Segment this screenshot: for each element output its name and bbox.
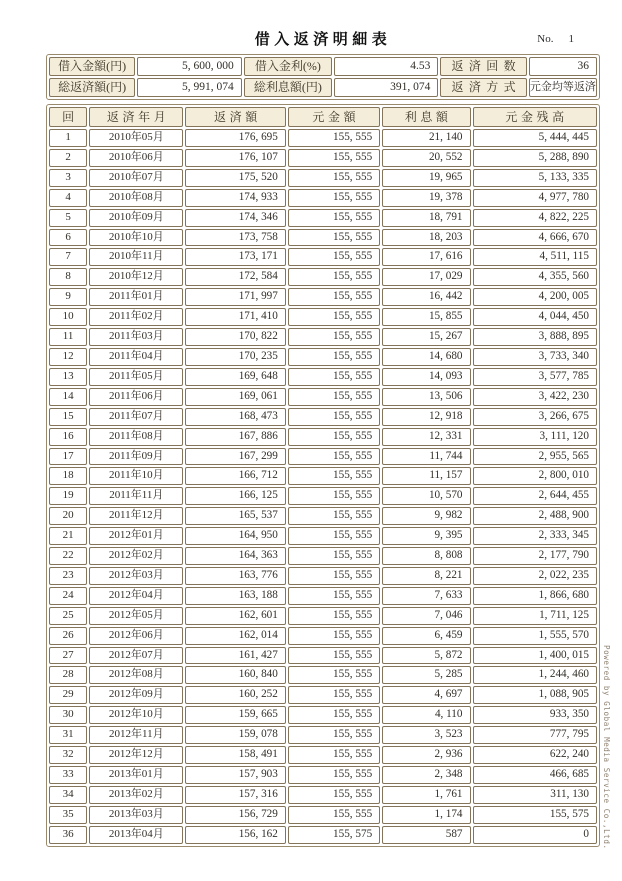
cell-interest: 1, 174 [382, 806, 470, 824]
cell-installment-no: 22 [49, 547, 87, 565]
cell-principal: 155, 555 [288, 567, 380, 585]
table-row [49, 448, 597, 466]
cell-payment-amount: 169, 061 [185, 388, 285, 406]
table-row [49, 248, 597, 266]
cell-installment-no: 33 [49, 766, 87, 784]
cell-principal-balance: 2, 955, 565 [473, 448, 598, 466]
cell-installment-no: 26 [49, 627, 87, 645]
cell-installment-no: 5 [49, 209, 87, 227]
column-header-payment-date: 返済年月 [89, 107, 183, 127]
cell-principal: 155, 555 [288, 428, 380, 446]
cell-payment-amount: 156, 162 [185, 826, 285, 844]
cell-principal-balance: 1, 555, 570 [473, 627, 598, 645]
cell-installment-no: 10 [49, 308, 87, 326]
cell-interest: 19, 965 [382, 169, 470, 187]
table-row [49, 507, 597, 525]
cell-principal: 155, 555 [288, 129, 380, 147]
page-number-label: No. [537, 33, 554, 45]
cell-principal: 155, 555 [288, 647, 380, 665]
cell-installment-no: 14 [49, 388, 87, 406]
document-body [46, 28, 600, 847]
column-header-principal-balance: 元金残高 [473, 107, 598, 127]
cell-installment-no: 21 [49, 527, 87, 545]
cell-payment-date: 2011年05月 [89, 368, 183, 386]
table-row [49, 129, 597, 147]
cell-installment-no: 19 [49, 487, 87, 505]
cell-interest: 9, 395 [382, 527, 470, 545]
total-repayment-value: 5, 991, 074 [137, 78, 241, 97]
cell-principal: 155, 555 [288, 388, 380, 406]
cell-payment-date: 2011年09月 [89, 448, 183, 466]
cell-interest: 5, 872 [382, 647, 470, 665]
cell-principal: 155, 555 [288, 467, 380, 485]
cell-principal: 155, 555 [288, 268, 380, 286]
cell-principal: 155, 555 [288, 189, 380, 207]
cell-interest: 587 [382, 826, 470, 844]
cell-principal-balance: 622, 240 [473, 746, 598, 764]
cell-interest: 1, 761 [382, 786, 470, 804]
cell-payment-amount: 156, 729 [185, 806, 285, 824]
cell-installment-no: 29 [49, 686, 87, 704]
cell-principal-balance: 933, 350 [473, 706, 598, 724]
cell-principal-balance: 0 [473, 826, 598, 844]
interest-rate-label: 借入金利(%) [244, 57, 332, 76]
cell-interest: 11, 744 [382, 448, 470, 466]
cell-payment-date: 2012年07月 [89, 647, 183, 665]
installment-count-value: 36 [529, 57, 597, 76]
cell-principal-balance: 2, 333, 345 [473, 527, 598, 545]
loan-amount-value: 5, 600, 000 [137, 57, 241, 76]
cell-installment-no: 27 [49, 647, 87, 665]
footer-credit: Powered by Global Media Service Co.,Ltd. [602, 645, 611, 850]
cell-installment-no: 4 [49, 189, 87, 207]
cell-installment-no: 32 [49, 746, 87, 764]
cell-payment-amount: 176, 107 [185, 149, 285, 167]
cell-principal-balance: 3, 422, 230 [473, 388, 598, 406]
cell-principal-balance: 311, 130 [473, 786, 598, 804]
table-row [49, 308, 597, 326]
cell-payment-amount: 162, 601 [185, 607, 285, 625]
cell-payment-date: 2010年12月 [89, 268, 183, 286]
cell-principal-balance: 777, 795 [473, 726, 598, 744]
cell-installment-no: 20 [49, 507, 87, 525]
cell-interest: 19, 378 [382, 189, 470, 207]
cell-payment-date: 2010年10月 [89, 229, 183, 247]
cell-interest: 18, 791 [382, 209, 470, 227]
cell-installment-no: 9 [49, 288, 87, 306]
table-row [49, 826, 597, 844]
repayment-method-label: 返済方式 [440, 78, 526, 97]
cell-principal: 155, 555 [288, 328, 380, 346]
table-row [49, 368, 597, 386]
cell-payment-amount: 170, 235 [185, 348, 285, 366]
summary-row [49, 78, 597, 97]
cell-payment-amount: 169, 648 [185, 368, 285, 386]
cell-interest: 7, 633 [382, 587, 470, 605]
table-row [49, 268, 597, 286]
cell-principal-balance: 1, 711, 125 [473, 607, 598, 625]
cell-interest: 17, 616 [382, 248, 470, 266]
table-row [49, 388, 597, 406]
cell-payment-amount: 171, 997 [185, 288, 285, 306]
installment-count-label: 返済回数 [440, 57, 526, 76]
cell-payment-date: 2012年11月 [89, 726, 183, 744]
cell-principal: 155, 575 [288, 826, 380, 844]
cell-payment-amount: 174, 933 [185, 189, 285, 207]
cell-installment-no: 17 [49, 448, 87, 466]
cell-interest: 2, 936 [382, 746, 470, 764]
cell-payment-date: 2010年11月 [89, 248, 183, 266]
cell-principal: 155, 555 [288, 726, 380, 744]
loan-amount-label: 借入金額(円) [49, 57, 135, 76]
cell-principal-balance: 4, 666, 670 [473, 229, 598, 247]
cell-principal-balance: 1, 866, 680 [473, 587, 598, 605]
cell-principal-balance: 2, 644, 455 [473, 487, 598, 505]
column-header-principal: 元金額 [288, 107, 380, 127]
cell-principal-balance: 1, 400, 015 [473, 647, 598, 665]
table-row [49, 189, 597, 207]
cell-principal: 155, 555 [288, 786, 380, 804]
table-row [49, 428, 597, 446]
column-header-installment-no: 回 [49, 107, 87, 127]
cell-interest: 6, 459 [382, 627, 470, 645]
cell-payment-date: 2012年09月 [89, 686, 183, 704]
total-interest-label: 総利息額(円) [244, 78, 332, 97]
cell-payment-date: 2011年03月 [89, 328, 183, 346]
cell-interest: 7, 046 [382, 607, 470, 625]
cell-principal: 155, 555 [288, 169, 380, 187]
table-row [49, 567, 597, 585]
cell-installment-no: 35 [49, 806, 87, 824]
page-number-value: 1 [568, 33, 574, 45]
cell-payment-amount: 157, 903 [185, 766, 285, 784]
cell-interest: 20, 552 [382, 149, 470, 167]
cell-principal: 155, 555 [288, 507, 380, 525]
summary-row [49, 57, 597, 76]
cell-interest: 5, 285 [382, 666, 470, 684]
cell-payment-date: 2010年05月 [89, 129, 183, 147]
cell-payment-amount: 160, 252 [185, 686, 285, 704]
cell-principal-balance: 155, 575 [473, 806, 598, 824]
table-row [49, 348, 597, 366]
table-row [49, 746, 597, 764]
cell-principal: 155, 555 [288, 248, 380, 266]
cell-payment-date: 2013年03月 [89, 806, 183, 824]
cell-installment-no: 2 [49, 149, 87, 167]
cell-installment-no: 18 [49, 467, 87, 485]
cell-payment-date: 2011年07月 [89, 408, 183, 426]
table-row [49, 627, 597, 645]
cell-payment-date: 2011年12月 [89, 507, 183, 525]
cell-interest: 15, 267 [382, 328, 470, 346]
table-row [49, 408, 597, 426]
cell-payment-date: 2011年08月 [89, 428, 183, 446]
column-header-interest: 利息額 [382, 107, 470, 127]
table-row [49, 169, 597, 187]
table-row [49, 607, 597, 625]
cell-principal: 155, 555 [288, 766, 380, 784]
cell-principal: 155, 555 [288, 448, 380, 466]
cell-payment-date: 2012年01月 [89, 527, 183, 545]
total-interest-value: 391, 074 [334, 78, 438, 97]
cell-payment-amount: 173, 758 [185, 229, 285, 247]
cell-payment-date: 2013年01月 [89, 766, 183, 784]
cell-payment-amount: 159, 665 [185, 706, 285, 724]
cell-payment-date: 2011年04月 [89, 348, 183, 366]
cell-principal-balance: 1, 088, 905 [473, 686, 598, 704]
table-row [49, 209, 597, 227]
cell-interest: 4, 697 [382, 686, 470, 704]
cell-principal-balance: 4, 355, 560 [473, 268, 598, 286]
cell-installment-no: 30 [49, 706, 87, 724]
table-row [49, 288, 597, 306]
cell-principal-balance: 4, 977, 780 [473, 189, 598, 207]
cell-interest: 15, 855 [382, 308, 470, 326]
cell-payment-date: 2012年06月 [89, 627, 183, 645]
cell-principal: 155, 555 [288, 487, 380, 505]
cell-installment-no: 12 [49, 348, 87, 366]
cell-interest: 14, 093 [382, 368, 470, 386]
cell-payment-date: 2012年05月 [89, 607, 183, 625]
cell-installment-no: 36 [49, 826, 87, 844]
cell-payment-amount: 171, 410 [185, 308, 285, 326]
cell-payment-date: 2012年10月 [89, 706, 183, 724]
cell-payment-amount: 168, 473 [185, 408, 285, 426]
cell-installment-no: 15 [49, 408, 87, 426]
cell-payment-amount: 165, 537 [185, 507, 285, 525]
cell-interest: 3, 523 [382, 726, 470, 744]
cell-interest: 11, 157 [382, 467, 470, 485]
cell-installment-no: 6 [49, 229, 87, 247]
cell-interest: 21, 140 [382, 129, 470, 147]
schedule-header-row [49, 107, 597, 127]
cell-interest: 14, 680 [382, 348, 470, 366]
cell-installment-no: 31 [49, 726, 87, 744]
cell-installment-no: 11 [49, 328, 87, 346]
cell-principal-balance: 3, 733, 340 [473, 348, 598, 366]
repayment-method-value: 元金均等返済 [529, 78, 597, 97]
cell-principal-balance: 5, 133, 335 [473, 169, 598, 187]
cell-interest: 13, 506 [382, 388, 470, 406]
table-row [49, 328, 597, 346]
cell-payment-amount: 161, 427 [185, 647, 285, 665]
cell-payment-date: 2010年06月 [89, 149, 183, 167]
cell-interest: 12, 918 [382, 408, 470, 426]
cell-payment-date: 2011年01月 [89, 288, 183, 306]
cell-principal-balance: 3, 577, 785 [473, 368, 598, 386]
cell-principal: 155, 555 [288, 408, 380, 426]
cell-payment-date: 2012年08月 [89, 666, 183, 684]
table-row [49, 706, 597, 724]
cell-payment-date: 2012年02月 [89, 547, 183, 565]
cell-principal: 155, 555 [288, 348, 380, 366]
cell-interest: 8, 808 [382, 547, 470, 565]
cell-interest: 4, 110 [382, 706, 470, 724]
cell-principal: 155, 555 [288, 746, 380, 764]
table-row [49, 149, 597, 167]
cell-installment-no: 23 [49, 567, 87, 585]
cell-payment-amount: 159, 078 [185, 726, 285, 744]
cell-payment-amount: 163, 188 [185, 587, 285, 605]
repayment-schedule-table [46, 104, 600, 847]
table-row [49, 467, 597, 485]
cell-payment-date: 2012年04月 [89, 587, 183, 605]
cell-principal-balance: 4, 822, 225 [473, 209, 598, 227]
cell-principal-balance: 1, 244, 460 [473, 666, 598, 684]
loan-summary-table [46, 54, 600, 100]
cell-interest: 9, 982 [382, 507, 470, 525]
cell-installment-no: 34 [49, 786, 87, 804]
cell-interest: 2, 348 [382, 766, 470, 784]
cell-payment-amount: 167, 886 [185, 428, 285, 446]
cell-principal: 155, 555 [288, 368, 380, 386]
table-row [49, 587, 597, 605]
cell-principal: 155, 555 [288, 527, 380, 545]
cell-interest: 12, 331 [382, 428, 470, 446]
cell-payment-date: 2010年09月 [89, 209, 183, 227]
cell-principal-balance: 4, 511, 115 [473, 248, 598, 266]
cell-principal-balance: 3, 266, 675 [473, 408, 598, 426]
cell-principal: 155, 555 [288, 547, 380, 565]
cell-principal-balance: 5, 288, 890 [473, 149, 598, 167]
interest-rate-value: 4.53 [334, 57, 438, 76]
cell-installment-no: 1 [49, 129, 87, 147]
cell-payment-amount: 167, 299 [185, 448, 285, 466]
cell-interest: 18, 203 [382, 229, 470, 247]
cell-payment-amount: 164, 363 [185, 547, 285, 565]
cell-principal: 155, 555 [288, 627, 380, 645]
page-number [537, 33, 574, 45]
cell-principal-balance: 2, 177, 790 [473, 547, 598, 565]
cell-principal-balance: 2, 800, 010 [473, 467, 598, 485]
cell-payment-amount: 172, 584 [185, 268, 285, 286]
total-repayment-label: 総返済額(円) [49, 78, 135, 97]
cell-payment-amount: 170, 822 [185, 328, 285, 346]
cell-payment-amount: 173, 171 [185, 248, 285, 266]
cell-principal-balance: 3, 111, 120 [473, 428, 598, 446]
cell-payment-date: 2012年03月 [89, 567, 183, 585]
cell-payment-date: 2011年11月 [89, 487, 183, 505]
cell-interest: 8, 221 [382, 567, 470, 585]
cell-installment-no: 25 [49, 607, 87, 625]
cell-payment-amount: 164, 950 [185, 527, 285, 545]
cell-principal: 155, 555 [288, 806, 380, 824]
table-row [49, 527, 597, 545]
cell-installment-no: 8 [49, 268, 87, 286]
cell-payment-date: 2010年07月 [89, 169, 183, 187]
cell-payment-amount: 166, 712 [185, 467, 285, 485]
cell-installment-no: 7 [49, 248, 87, 266]
cell-principal: 155, 555 [288, 288, 380, 306]
cell-installment-no: 24 [49, 587, 87, 605]
table-row [49, 766, 597, 784]
cell-principal-balance: 466, 685 [473, 766, 598, 784]
page-title: 借入返済明細表 [254, 32, 392, 48]
cell-payment-amount: 176, 695 [185, 129, 285, 147]
cell-payment-date: 2011年10月 [89, 467, 183, 485]
table-row [49, 487, 597, 505]
cell-principal: 155, 555 [288, 308, 380, 326]
cell-payment-date: 2013年04月 [89, 826, 183, 844]
document-header [46, 28, 600, 53]
cell-payment-amount: 162, 014 [185, 627, 285, 645]
cell-principal-balance: 2, 488, 900 [473, 507, 598, 525]
cell-principal: 155, 555 [288, 607, 380, 625]
cell-payment-date: 2012年12月 [89, 746, 183, 764]
cell-payment-date: 2013年02月 [89, 786, 183, 804]
table-row [49, 666, 597, 684]
cell-installment-no: 13 [49, 368, 87, 386]
cell-principal: 155, 555 [288, 686, 380, 704]
cell-installment-no: 3 [49, 169, 87, 187]
cell-principal: 155, 555 [288, 666, 380, 684]
cell-principal-balance: 4, 044, 450 [473, 308, 598, 326]
cell-principal-balance: 4, 200, 005 [473, 288, 598, 306]
cell-principal: 155, 555 [288, 209, 380, 227]
cell-interest: 16, 442 [382, 288, 470, 306]
cell-payment-amount: 160, 840 [185, 666, 285, 684]
table-row [49, 229, 597, 247]
cell-payment-amount: 175, 520 [185, 169, 285, 187]
cell-payment-amount: 158, 491 [185, 746, 285, 764]
cell-principal: 155, 555 [288, 706, 380, 724]
column-header-payment-amount: 返済額 [185, 107, 285, 127]
cell-principal-balance: 5, 444, 445 [473, 129, 598, 147]
table-row [49, 647, 597, 665]
cell-installment-no: 28 [49, 666, 87, 684]
cell-interest: 17, 029 [382, 268, 470, 286]
table-row [49, 786, 597, 804]
cell-payment-amount: 163, 776 [185, 567, 285, 585]
cell-principal: 155, 555 [288, 229, 380, 247]
cell-principal: 155, 555 [288, 587, 380, 605]
table-row [49, 806, 597, 824]
cell-principal-balance: 3, 888, 895 [473, 328, 598, 346]
cell-principal-balance: 2, 022, 235 [473, 567, 598, 585]
cell-principal: 155, 555 [288, 149, 380, 167]
table-row [49, 726, 597, 744]
cell-payment-date: 2011年02月 [89, 308, 183, 326]
table-row [49, 547, 597, 565]
cell-payment-amount: 166, 125 [185, 487, 285, 505]
table-row [49, 686, 597, 704]
cell-interest: 10, 570 [382, 487, 470, 505]
cell-installment-no: 16 [49, 428, 87, 446]
cell-payment-amount: 174, 346 [185, 209, 285, 227]
cell-payment-date: 2010年08月 [89, 189, 183, 207]
cell-payment-date: 2011年06月 [89, 388, 183, 406]
cell-payment-amount: 157, 316 [185, 786, 285, 804]
